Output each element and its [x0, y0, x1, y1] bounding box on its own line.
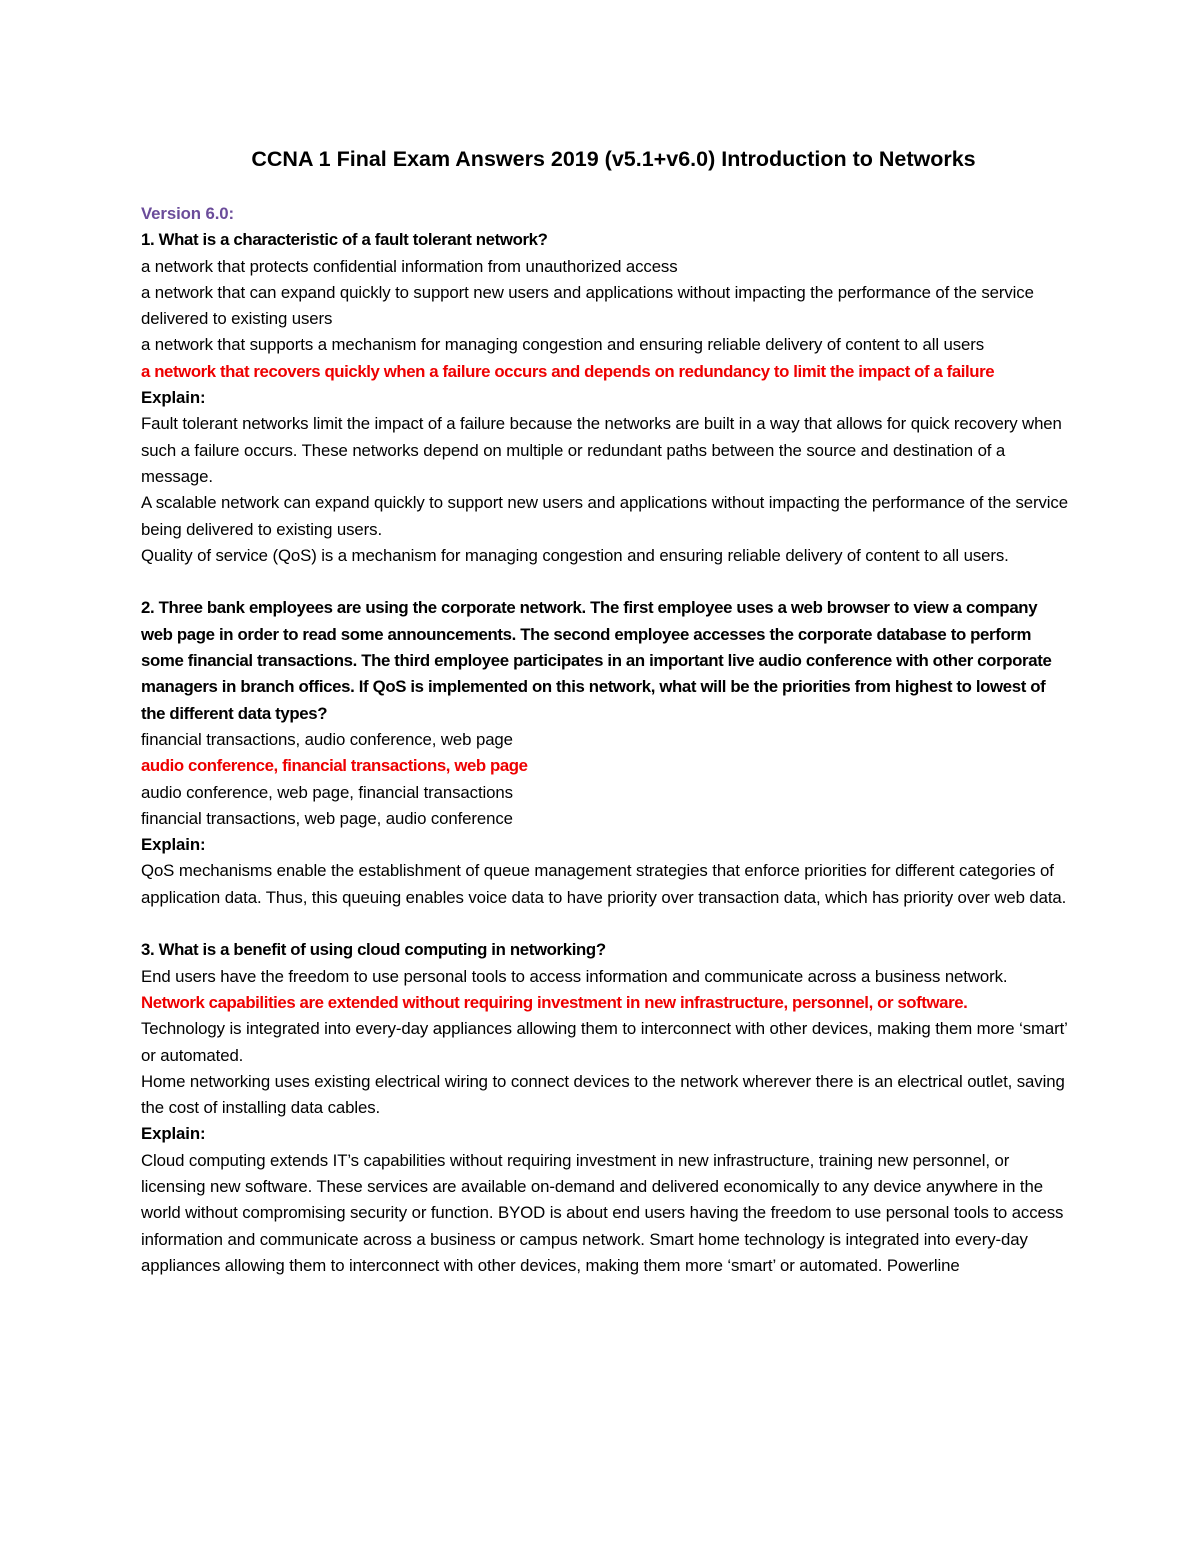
answer-option: Technology is integrated into every-day appliances allowing them to interconnect with other devices, making them more ‘smart’ or automated. — [141, 1019, 1068, 1065]
document-body — [141, 201, 1070, 1279]
question-text: 2. Three bank employees are using the corporate network. The first employee uses a web browser to view a company web page in order to read some announcements. The second employee accesses the corporate database to perform some financial transactions. The third employee participates in an important live audio conference with other corporate managers in branch offices. If QoS is implemented on this network, what will be the priorities from highest to lowest of the different data types? — [141, 598, 1052, 723]
page-title: CCNA 1 Final Exam Answers 2019 (v5.1+v6.0) Introduction to Networks — [251, 147, 976, 171]
question-text: 1. What is a characteristic of a fault tolerant network? — [141, 230, 548, 250]
answer-option: a network that protects confidential information from unauthorized access — [141, 256, 678, 276]
explain-label: Explain: — [141, 388, 206, 408]
correct-answer: a network that recovers quickly when a failure occurs and depends on redundancy to limit the impact of a failure — [141, 361, 995, 381]
explanation-paragraph: Fault tolerant networks limit the impact of a failure because the networks are built in a way that allows for quick recovery when such a failure occurs. These networks depend on multiple or redundant paths between the source and destination of a message. — [141, 414, 1062, 486]
answer-option: audio conference, web page, financial transactions — [141, 782, 513, 802]
explain-label: Explain: — [141, 1124, 206, 1144]
answer-option: financial transactions, web page, audio conference — [141, 808, 513, 828]
explanation-paragraph: QoS mechanisms enable the establishment of queue management strategies that enforce priorities for different categories of application data. Thus, this queuing enables voice data to have priority over transaction data, which has priority over web data. — [141, 861, 1067, 907]
answer-option: a network that supports a mechanism for managing congestion and ensuring reliable delivery of content to all users — [141, 335, 985, 355]
answer-option: a network that can expand quickly to support new users and applications without impacting the performance of the service delivered to existing users — [141, 282, 1034, 329]
question-text: 3. What is a benefit of using cloud computing in networking? — [141, 940, 606, 960]
correct-answer: Network capabilities are extended without requiring investment in new infrastructure, personnel, or software. — [141, 992, 968, 1012]
question-block — [141, 595, 1070, 911]
correct-answer: audio conference, financial transactions, web page — [141, 756, 528, 776]
answer-option: Home networking uses existing electrical wiring to connect devices to the network wherever there is an electrical outlet, saving the cost of installing data cables. — [141, 1071, 1065, 1118]
question-block — [141, 937, 1070, 1279]
spacer — [141, 569, 1070, 595]
spacer — [141, 911, 1070, 937]
explanation-paragraph: Quality of service (QoS) is a mechanism for managing congestion and ensuring reliable delivery of content to all users. — [141, 545, 1009, 565]
version-label: Version 6.0: — [141, 204, 235, 223]
answer-option: End users have the freedom to use personal tools to access information and communicate across a business network. — [141, 966, 1008, 986]
explanation-paragraph: Cloud computing extends IT’s capabilities without requiring investment in new infrastructure, training new personnel, or licensing new software. These services are available on-demand and delivered economically to any device anywhere in the world without compromising security or function. BYOD is about end users having the freedom to use personal tools to access information and communicate across a business or campus network. Smart home technology is integrated into every-day appliances allowing them to interconnect with other devices, making them more ‘smart’ or automated. Powerline — [141, 1150, 1064, 1275]
explanation-paragraph: A scalable network can expand quickly to support new users and applications without impacting the performance of the service being delivered to existing users. — [141, 493, 1068, 539]
explain-label: Explain: — [141, 835, 206, 855]
question-block — [141, 227, 1070, 569]
answer-option: financial transactions, audio conference, web page — [141, 729, 513, 749]
